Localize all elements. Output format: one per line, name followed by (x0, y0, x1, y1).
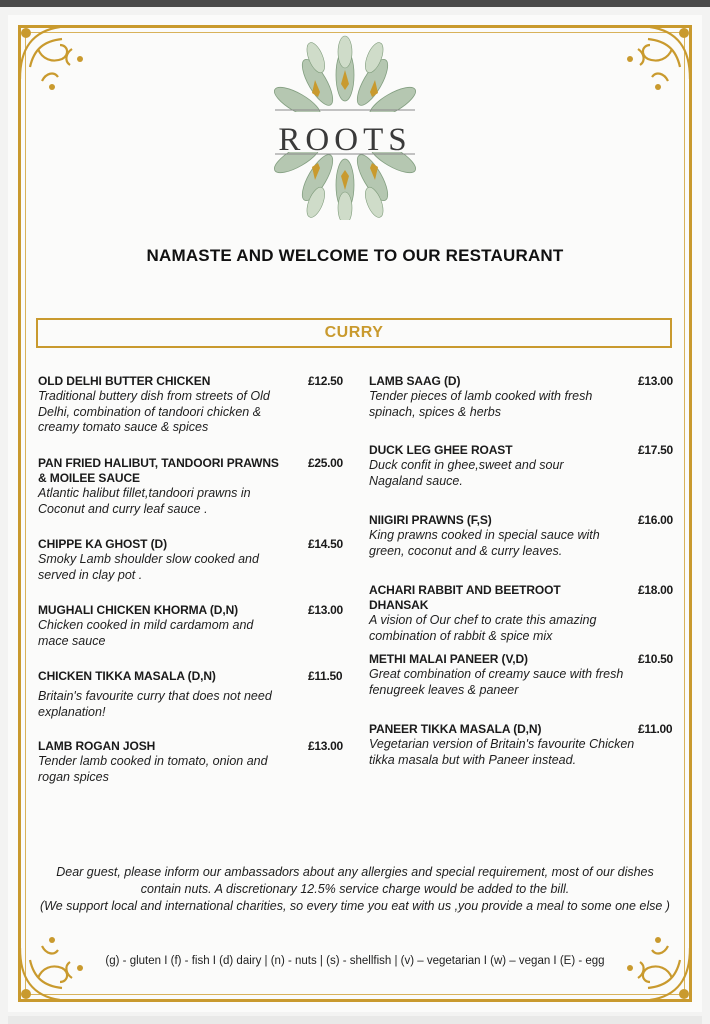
note-line: contain nuts. A discretionary 12.5% service charge would be added to the bill. (140, 882, 570, 896)
item-price: £11.50 (308, 669, 343, 683)
item-name: METHI MALAI PANEER (V,D) (369, 652, 528, 666)
item-name: NIIGIRI PRAWNS (F,S) (369, 513, 492, 527)
item-description: Atlantic halibut fillet,tandoori prawns in Coconut and curry leaf sauce . (38, 486, 251, 516)
menu-item (38, 537, 343, 583)
menu-item (38, 456, 343, 517)
item-name: PAN FRIED HALIBUT, TANDOORI PRAWNS & MOILEE SAUCE (38, 456, 279, 485)
item-description: Great combination of creamy sauce with fresh fenugreek leaves & paneer (369, 667, 624, 697)
note-line: Dear guest, please inform our ambassadors about any allergies and special requirement, most of our dishes (56, 865, 654, 879)
menu-item (369, 443, 673, 489)
roots-logo (255, 30, 435, 220)
welcome-heading: NAMASTE AND WELCOME TO OUR RESTAURANT (146, 246, 564, 265)
menu-item (369, 583, 673, 644)
section-title: CURRY (324, 324, 384, 341)
item-description: Smoky Lamb shoulder slow cooked and served in clay pot . (38, 552, 259, 582)
menu-item (369, 722, 673, 768)
item-description: Chicken cooked in mild cardamom and mace sauce (38, 618, 254, 648)
item-price: £12.50 (308, 374, 343, 388)
corner-ornament-icon (12, 19, 98, 105)
logo-text: ROOTS (278, 122, 412, 158)
item-price: £13.00 (308, 603, 343, 617)
item-price: £13.00 (308, 739, 343, 753)
item-description: Vegetarian version of Britain's favourite Chicken tikka masala but with Paneer instead. (369, 737, 635, 767)
menu-page (8, 15, 702, 1012)
item-name: OLD DELHI BUTTER CHICKEN (38, 374, 211, 388)
item-name: DUCK LEG GHEE ROAST (369, 443, 513, 457)
item-description: Duck confit in ghee,sweet and sour Nagaland sauce. (369, 458, 564, 488)
allergy-note (28, 864, 682, 915)
item-price: £11.00 (638, 722, 673, 736)
menu-item (38, 603, 343, 649)
top-bar (0, 0, 710, 7)
note-line: (We support local and international charities, so every time you eat with us ,you provide a meal to some one else ) (40, 899, 670, 913)
menu-item (38, 374, 343, 436)
item-name: CHICKEN TIKKA MASALA (D,N) (38, 669, 216, 683)
item-description: A vision of Our chef to crate this amazing combination of rabbit & spice mix (369, 613, 597, 643)
item-name: LAMB ROGAN JOSH (38, 739, 156, 753)
dietary-legend: (g) - gluten I (f) - fish I (d) dairy | (n) - nuts | (s) - shellfish | (v) – vegetarian I (w) – vegan I (E) - egg (105, 955, 605, 967)
menu-item (38, 739, 343, 785)
next-page-edge (8, 1016, 702, 1024)
item-price: £18.00 (638, 583, 673, 597)
item-price: £17.50 (638, 443, 673, 457)
item-description: King prawns cooked in special sauce with green, coconut and & curry leaves. (369, 528, 600, 558)
menu-item (369, 652, 673, 698)
item-price: £10.50 (638, 652, 673, 666)
menu-item (38, 669, 343, 720)
menu-item (369, 513, 673, 559)
item-price: £16.00 (638, 513, 673, 527)
section-header-curry (36, 318, 672, 348)
item-description: Tender lamb cooked in tomato, onion and rogan spices (38, 754, 268, 784)
item-name: MUGHALI CHICKEN KHORMA (D,N) (38, 603, 239, 617)
item-name: ACHARI RABBIT AND BEETROOT DHANSAK (369, 583, 561, 612)
menu-item (369, 374, 673, 420)
item-name: LAMB SAAG (D) (369, 374, 461, 388)
item-name: PANEER TIKKA MASALA (D,N) (369, 722, 542, 736)
corner-ornament-icon (612, 19, 698, 105)
item-description: Tender pieces of lamb cooked with fresh spinach, spices & herbs (369, 389, 593, 419)
item-price: £13.00 (638, 374, 673, 388)
item-name: CHIPPE KA GHOST (D) (38, 537, 167, 551)
item-price: £25.00 (308, 456, 343, 470)
item-description: Traditional buttery dish from streets of Old Delhi, combination of tandoori chicken & creamy tomato sauce & spices (38, 389, 270, 434)
item-price: £14.50 (308, 537, 343, 551)
item-description: Britain's favourite curry that does not need explanation! (38, 689, 272, 719)
